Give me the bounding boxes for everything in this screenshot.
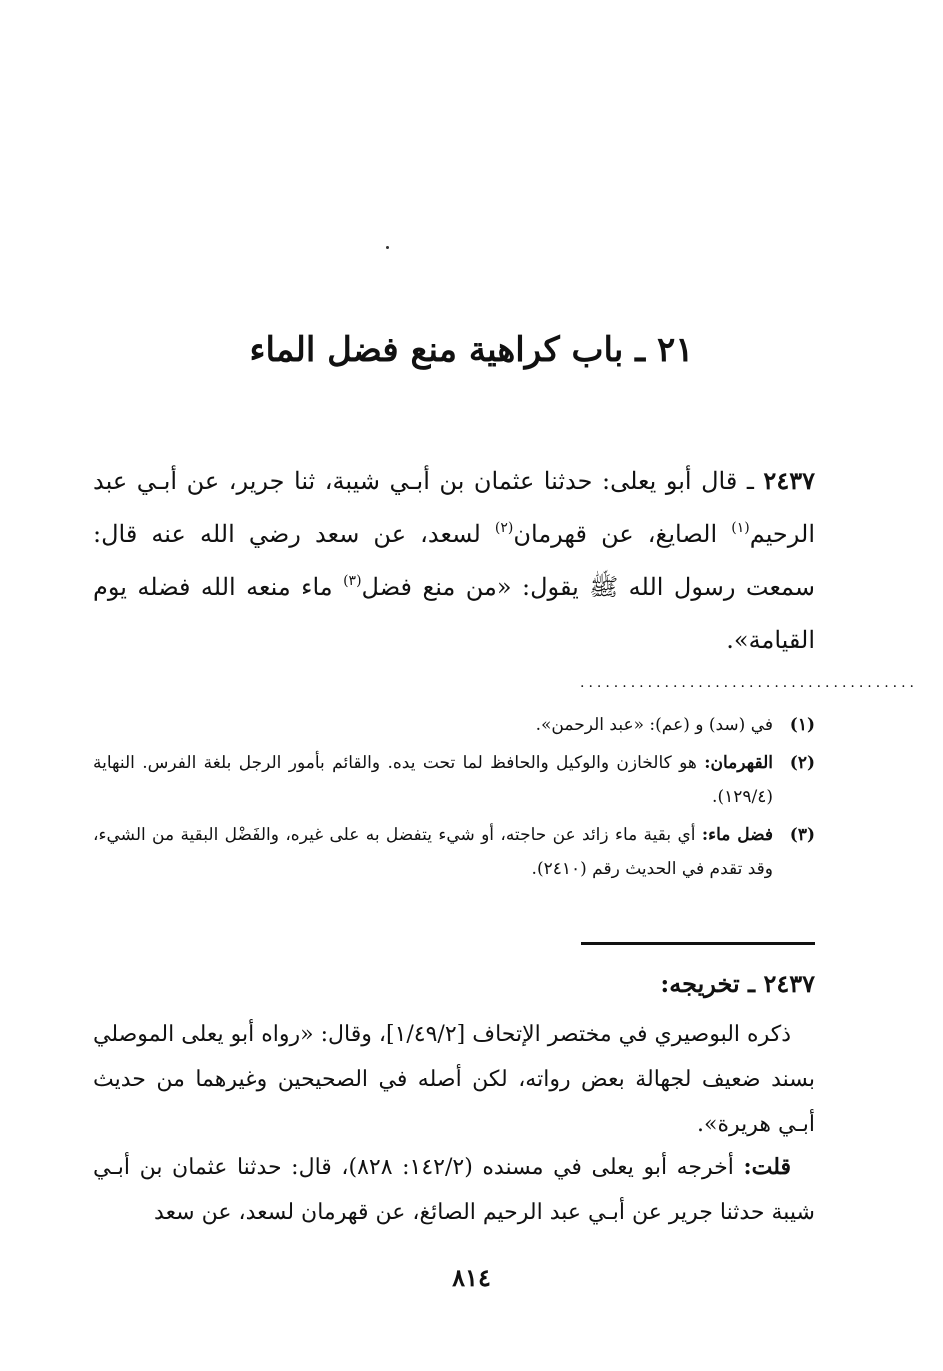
page-number: ٨١٤ [452,1263,491,1292]
takhrij-lead: قلت: [743,1154,791,1180]
footnote-number: (٢) [789,753,815,773]
footnote-body [93,746,773,814]
takhrij-paragraph-2-text: أخرجه أبو يعلى في مسنده (١٤٢/٢: ٨٢٨)، قال: حدثنا عثمان بن أبـي شيبة حدثنا جرير عن أبـي عبد الرحيم الصائغ، عن قهرمان لسعد، عن سعد [93,1155,815,1225]
takhrij-dash: ـ [739,969,764,998]
hadith-text-part2: الصايغ، عن قهرمان [513,520,732,548]
hadith-number: ٢٤٣٧ [763,466,815,495]
footnote-1 [93,708,815,742]
takhrij-paragraph-1: ذكره البوصيري في مختصر الإتحاف [١/٤٩/٢]، وقال: «رواه أبو يعلى الموصلي بسند ضعيف لجهالة بعض رواته، لكن أصله في الصحيحين وغيرهما من حديث أبـي هريرة». [93,1022,815,1137]
footnote-ref-2[interactable]: (٢) [494,520,514,536]
hadith-text [93,454,815,667]
footnote-3 [93,818,815,886]
takhrij-paragraph-2 [93,1145,815,1235]
hadith-text-part1: قال أبو يعلى: حدثنا عثمان بن أبـي شيبة، ثنا جرير، عن أبـي عبد الرحيم [93,467,815,548]
hadith-text-part3: لسعد، عن سعد رضي الله عنه قال: سمعت رسول الله ﷺ يقول: «من منع فضل [93,520,816,601]
hadith-dash: ـ [737,467,764,495]
takhrij-number: ٢٤٣٧ [763,969,815,998]
chapter-title: ٢١ ـ باب كراهية منع فضل الماء [249,330,694,370]
footnote-term: فضل ماء: [701,825,773,845]
footnote-ref-1[interactable]: (١) [731,520,750,536]
section-divider-rule [581,942,815,945]
takhrij-heading [93,962,815,1006]
footnote-body [93,708,773,742]
footnote-body [93,818,773,886]
footnotes-list [93,708,815,890]
footnote-number: (٣) [789,825,815,845]
hadith-text-part4: ماء منعه الله فضله يوم القيامة». [93,573,815,654]
footnote-text: هو كالخازن والوكيل والحافظ لما تحت يده. والقائم بأمور الرجل بلغة الفرس. النهاية (١٢٩/٤). [93,753,773,807]
footnote-number: (١) [789,715,815,735]
footnote-separator-dots: ........................................ [580,675,919,691]
footnote-text: أي بقية ماء زائد عن حاجته، أو شيء يتفضل به على غيره، والفَضْل البقية من الشيء، وقد تقدم في الحديث رقم (٢٤١٠). [93,825,773,879]
ink-speck [386,246,389,249]
footnote-term: القهرمان: [704,753,773,773]
footnote-text: في (سد) و (عم): «عبد الرحمن». [535,715,773,735]
footnote-ref-3[interactable]: (٣) [343,573,362,589]
takhrij-label: تخريجه: [660,969,740,998]
footnote-2 [93,746,815,814]
